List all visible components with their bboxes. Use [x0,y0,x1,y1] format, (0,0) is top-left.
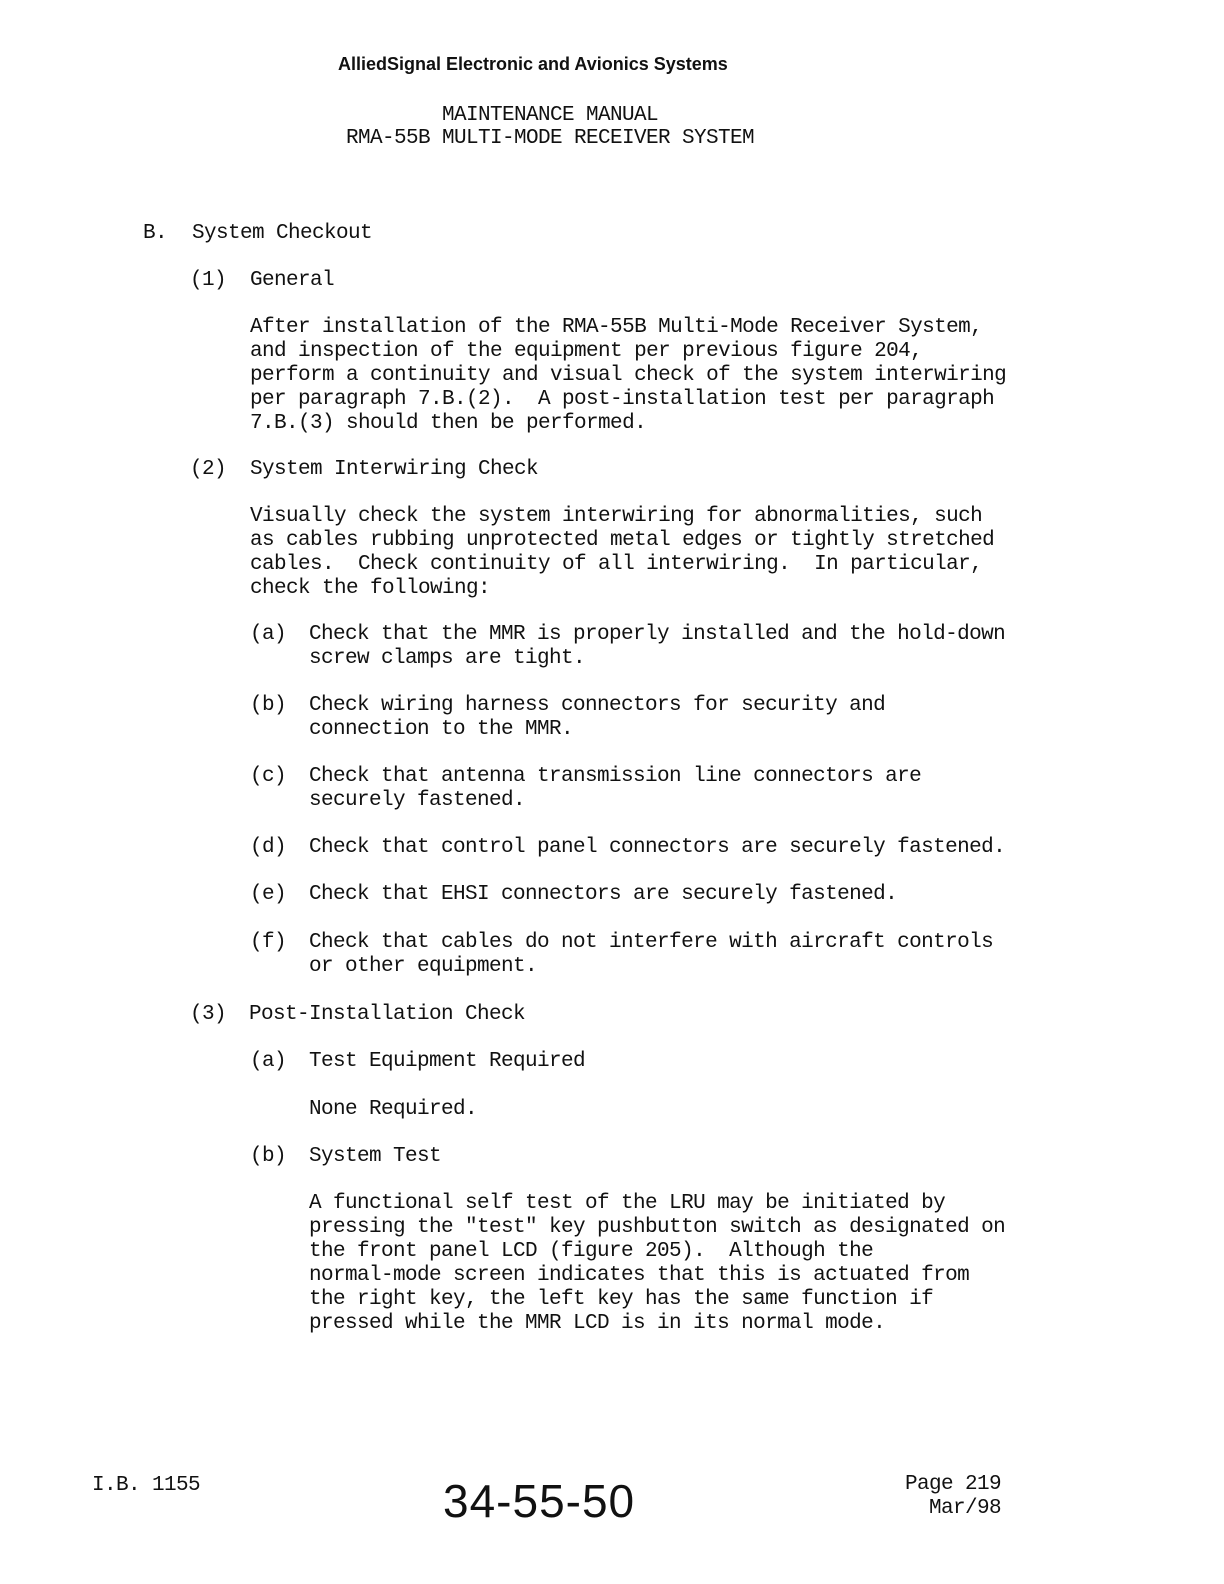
item-line: Check that the MMR is properly installed and the hold-down [309,623,1006,646]
item-line: Check that control panel connectors are securely fastened. [309,836,1006,859]
post-install-title: Post-Installation Check [249,1003,526,1026]
chapter-number: 34-55-50 [443,1475,636,1527]
paragraph-line: pressing the "test" key pushbutton switch as designated on [309,1216,1006,1239]
item-line: Check wiring harness connectors for security and [309,694,886,717]
system-test-paragraph [309,1192,1005,1336]
paragraph-line: cables. Check continuity of all interwiring. In particular, [250,553,983,576]
check-item-text [309,765,921,813]
section-title: System Checkout [192,222,373,245]
post-install-label: (3) [190,1003,227,1026]
item-line: Check that antenna transmission line connectors are [309,765,922,788]
interwiring-title: System Interwiring Check [250,458,539,481]
page-date: Mar/98 [928,1497,1001,1520]
test-equipment-text: None Required. [309,1098,478,1121]
manual-title: MAINTENANCE MANUAL [441,104,659,127]
paragraph-line: check the following: [250,577,491,600]
general-paragraph [250,316,1006,436]
check-item-label: (f) [250,931,287,954]
general-title: General [250,269,335,292]
paragraph-line: A functional self test of the LRU may be initiated by [309,1192,946,1215]
check-item-text [309,694,885,742]
check-item-label: (e) [250,883,287,906]
paragraph-line: and inspection of the equipment per previous figure 204, [250,340,923,363]
item-line: screw clamps are tight. [309,647,586,670]
paragraph-line: 7.B.(3) should then be performed. [250,412,647,435]
test-equipment-title: Test Equipment Required [309,1050,586,1073]
check-item-label: (b) [250,694,287,717]
paragraph-line: as cables rubbing unprotected metal edges or tightly stretched [250,529,995,552]
check-item-label: (c) [250,765,287,788]
paragraph-line: After installation of the RMA-55B Multi-Mode Receiver System, [250,316,983,339]
manual-subtitle: RMA-55B MULTI-MODE RECEIVER SYSTEM [345,127,755,150]
item-line: connection to the MMR. [309,718,574,741]
page-info [905,1473,1001,1521]
check-item-label: (a) [250,623,287,646]
item-line: or other equipment. [309,955,538,978]
check-item-label: (d) [250,836,287,859]
paragraph-line: the front panel LCD (figure 205). Although the [309,1240,874,1263]
company-name: AlliedSignal Electronic and Avionics Systems [338,54,728,74]
page-number: Page 219 [905,1473,1002,1496]
paragraph-line: perform a continuity and visual check of the system interwiring [250,364,1007,387]
paragraph-line: normal-mode screen indicates that this is actuated from [309,1264,970,1287]
system-test-label: (b) [250,1145,287,1168]
paragraph-line: per paragraph 7.B.(2). A post-installation test per paragraph [250,388,995,411]
paragraph-line: the right key, the left key has the same function if [309,1288,934,1311]
general-label: (1) [190,269,227,292]
check-item-text [309,836,1005,860]
item-line: Check that cables do not interfere with aircraft controls [309,931,994,954]
section-label: B. [143,222,168,245]
system-test-title: System Test [309,1145,442,1168]
doc-id: I.B. 1155 [92,1474,201,1497]
check-item-text [309,623,1005,671]
check-item-text [309,931,993,979]
paragraph-line: pressed while the MMR LCD is in its normal mode. [309,1312,886,1335]
check-item-text [309,883,897,907]
interwiring-label: (2) [190,458,227,481]
interwiring-paragraph [250,505,994,601]
paragraph-line: Visually check the system interwiring for abnormalities, such [250,505,983,528]
test-equipment-label: (a) [250,1050,287,1073]
item-line: securely fastened. [309,789,526,812]
item-line: Check that EHSI connectors are securely fastened. [309,883,898,906]
